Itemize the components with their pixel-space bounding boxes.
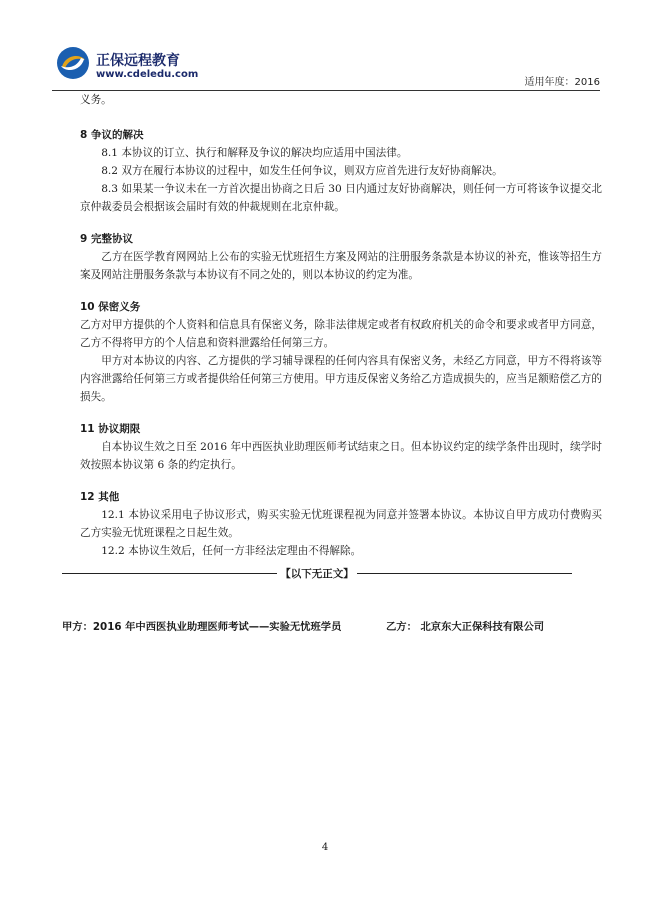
- party-b-signature: 乙方： 北京东大正保科技有限公司: [386, 621, 545, 633]
- carry-over-text: 义务。: [80, 94, 112, 106]
- section-12-2: 12.2 本协议生效后，任何一方非经法定理由不得解除。: [101, 545, 362, 557]
- page-number: 4: [321, 842, 329, 853]
- company-logo-icon: [56, 46, 90, 80]
- section-8-title: 8 争议的解决: [80, 129, 144, 141]
- divider-rule-right: [357, 573, 572, 574]
- end-of-text-divider: [62, 566, 572, 581]
- section-8-1: 8.1 本协议的订立、执行和解释及争议的解决均应适用中国法律。: [101, 147, 408, 159]
- section-10-para-1: 乙方对甲方提供的个人资料和信息具有保密义务，除非法律规定或者有权政府机关的命令和要求或者甲方同意，乙方不得将甲方的个人信息和资料泄露给任何第三方。: [80, 319, 602, 349]
- section-12-1: 12.1 本协议采用电子协议形式，购买实验无忧班课程视为同意并签署本协议。本协议自甲方成功付费购买乙方实验无忧班课程之日起生效。: [80, 509, 602, 539]
- agreement-body: [80, 91, 602, 560]
- brand-url: www.cdeledu.com: [96, 69, 199, 80]
- section-9-title: 9 完整协议: [80, 233, 133, 245]
- section-9-para: 乙方在医学教育网网站上公布的实验无忧班招生方案及网站的注册服务条款是本协议的补充，惟该等招生方案及网站注册服务条款与本协议有不同之处的，则以本协议的约定为准。: [80, 251, 602, 281]
- section-10-para-2: 甲方对本协议的内容、乙方提供的学习辅导课程的任何内容具有保密义务，未经乙方同意，甲方不得将该等内容泄露给任何第三方或者提供给任何第三方使用。甲方违反保密义务给乙方造成损失的，应当足额赔偿乙方的损失。: [80, 355, 602, 403]
- page-header: [52, 40, 600, 91]
- section-12-title: 12 其他: [80, 491, 120, 503]
- section-11-para: 自本协议生效之日至 2016 年中西医执业助理医师考试结束之日。但本协议约定的续学条件出现时，续学时效按照本协议第 6 条的约定执行。: [80, 441, 602, 471]
- applicable-year: 适用年度：2016: [524, 77, 600, 88]
- brand-name: 正保远程教育: [96, 53, 180, 69]
- section-10-title: 10 保密义务: [80, 301, 141, 313]
- end-of-text-label: 【以下无正文】: [280, 568, 354, 580]
- section-11-title: 11 协议期限: [80, 423, 141, 435]
- section-8-2: 8.2 双方在履行本协议的过程中，如发生任何争议，则双方应首先进行友好协商解决。: [101, 165, 503, 177]
- divider-rule-left: [62, 573, 277, 574]
- party-a-signature: 甲方：2016 年中西医执业助理医师考试——实验无忧班学员: [62, 621, 342, 633]
- signature-block: [62, 618, 602, 633]
- section-8-3: 8.3 如果某一争议未在一方首次提出协商之日后 30 日内通过友好协商解决，则任何一方可将该争议提交北京仲裁委员会根据该会届时有效的仲裁规则在北京仲裁。: [80, 183, 602, 213]
